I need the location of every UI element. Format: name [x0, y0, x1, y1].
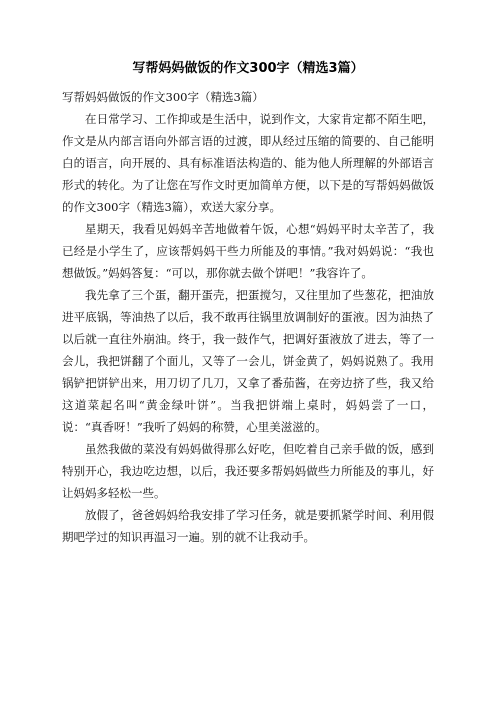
paragraph-holiday: 放假了，爸爸妈妈给我安排了学习任务，就是要抓紧学时间、利用假期吧学过的知识再温习一遍。别的就不让我动手。 — [62, 508, 434, 544]
paragraph-intro: 在日常学习、工作抑或是生活中，说到作文，大家肯定都不陌生吧，作文是从内部言语向外部言语的过渡，即从经过压缩的简要的、自己能明白的语言，向开展的、具有标准语法构造的、能为他人所理解的外部语言形式的转化。为了让您在写作文时更加简单方便，以下是的写帮妈妈做饭的作文300字（精选3篇），欢送大家分享。 — [62, 112, 434, 214]
document-subtitle: 写帮妈妈做饭的作文300字（精选3篇） — [62, 90, 264, 104]
document-title: 写帮妈妈做饭的作文300字（精选3篇） — [132, 61, 364, 76]
paragraph-reflection: 虽然我做的菜没有妈妈做得那么好吃，但吃着自己亲手做的饭，感到特别开心，我边吃边想，以后，我还要多帮妈妈做些力所能及的事儿，好让妈妈多轻松一些。 — [62, 442, 434, 500]
paragraph-sunday: 星期天，我看见妈妈辛苦地做着午饭，心想“妈妈平时太辛苦了，我已经是小学生了，应该帮妈妈干些力所能及的事情。”我对妈妈说：“我也想做饭。”妈妈答复：“可以，那你就去做个饼吧！”我容许了。 — [62, 222, 434, 280]
document-page — [62, 58, 434, 548]
paragraph-cooking: 我先拿了三个蛋，翻开蛋壳，把蛋搅匀，又往里加了些葱花，把油放进平底锅，等油热了以后，我不敢再往锅里放调制好的蛋液。因为油热了以后就一直往外崩油。终于，我一鼓作气，把调好蛋液放了进去，等了一会儿，我把饼翻了个面儿，又等了一会儿，饼金黄了，妈妈说熟了。我用锅铲把饼铲出来，用刀切了几刀，又拿了番茄酱，在旁边挤了些，我又给这道菜起名叫“黄金绿叶饼”。当我把饼端上桌时，妈妈尝了一口，说：“真香呀！”我听了妈妈的称赞，心里美滋滋的。 — [62, 288, 434, 434]
